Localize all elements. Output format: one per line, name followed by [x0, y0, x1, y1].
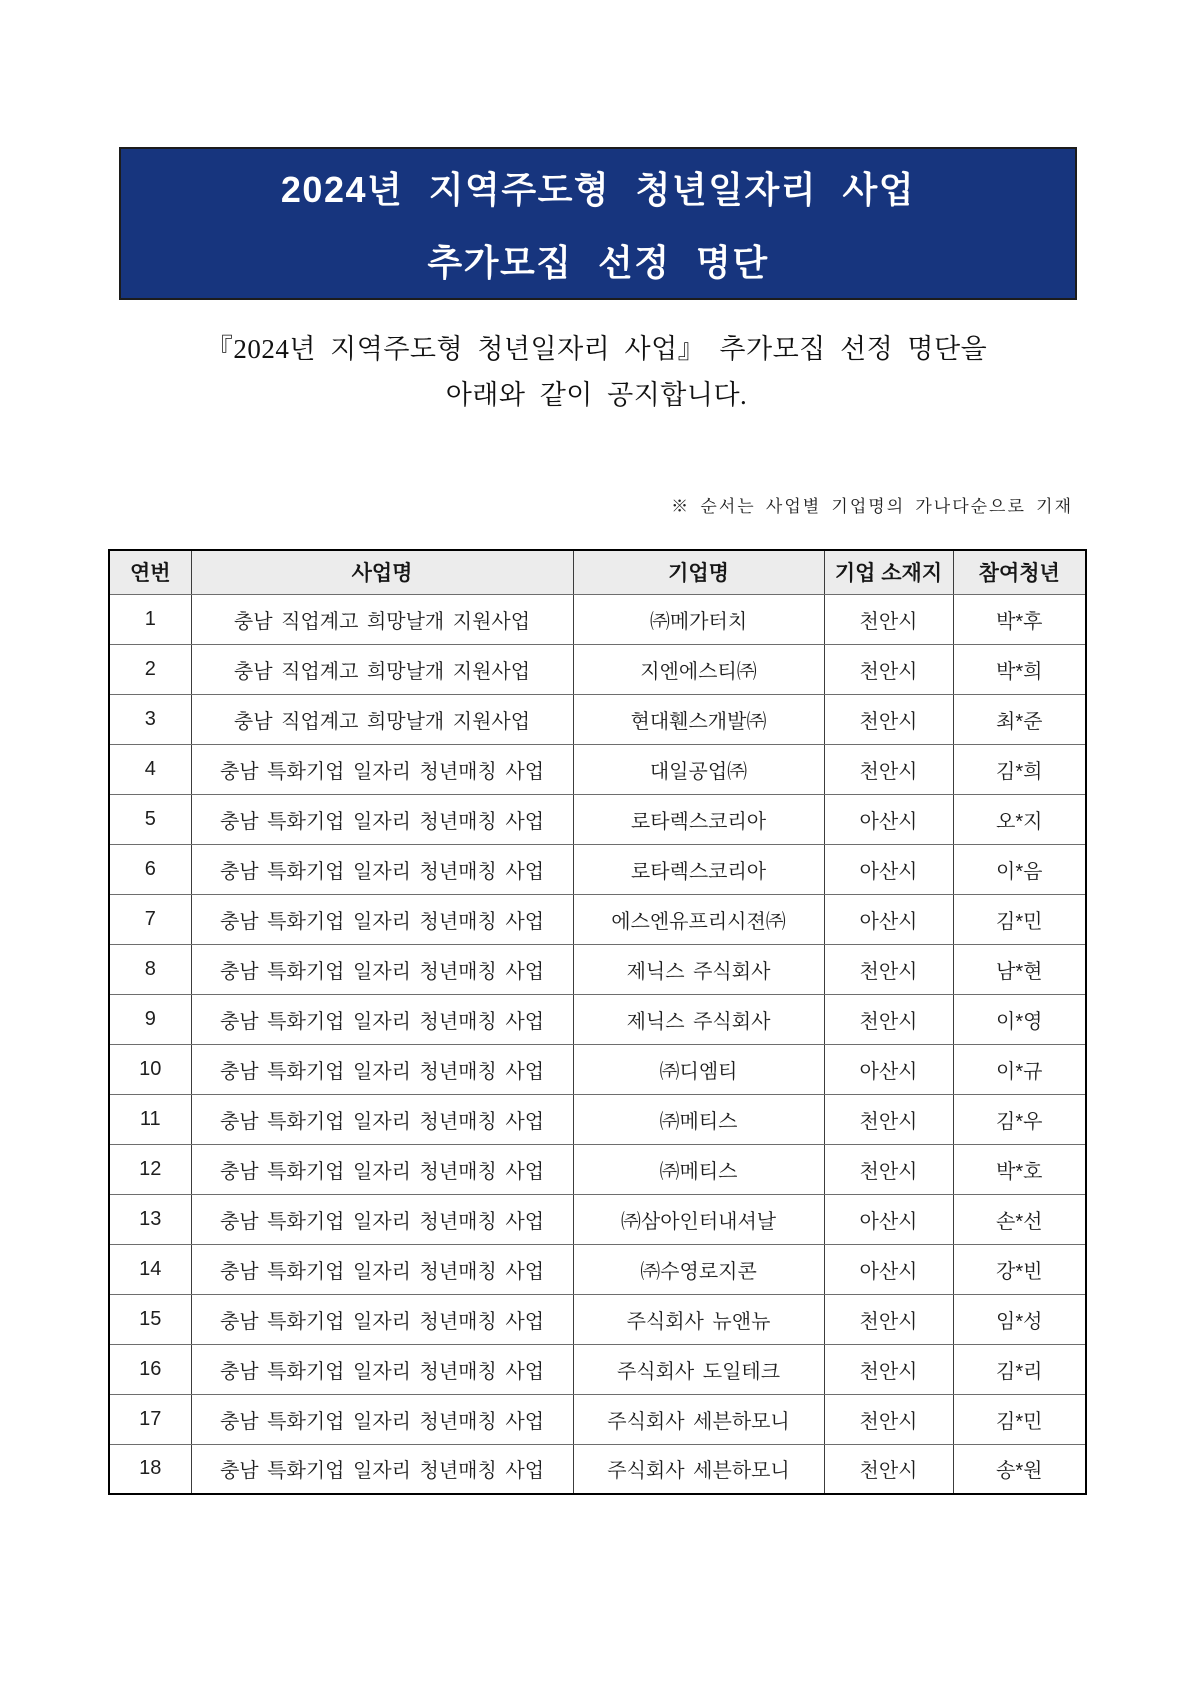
cell-location: 아산시	[824, 1044, 953, 1094]
cell-location: 천안시	[824, 1344, 953, 1394]
cell-number: 3	[109, 694, 191, 744]
cell-number: 16	[109, 1344, 191, 1394]
table-row	[109, 1344, 1086, 1394]
cell-number: 14	[109, 1244, 191, 1294]
cell-project-name: 충남 특화기업 일자리 청년매칭 사업	[191, 744, 573, 794]
cell-number: 18	[109, 1444, 191, 1494]
cell-location: 아산시	[824, 1244, 953, 1294]
cell-number: 5	[109, 794, 191, 844]
cell-company-name: 제닉스 주식회사	[573, 944, 824, 994]
cell-project-name: 충남 특화기업 일자리 청년매칭 사업	[191, 1144, 573, 1194]
cell-location: 천안시	[824, 1294, 953, 1344]
cell-company-name: 주식회사 세븐하모니	[573, 1444, 824, 1494]
column-header-participant: 참여청년	[953, 550, 1086, 594]
cell-number: 12	[109, 1144, 191, 1194]
cell-participant: 이*음	[953, 844, 1086, 894]
cell-participant: 박*희	[953, 644, 1086, 694]
cell-number: 13	[109, 1194, 191, 1244]
cell-participant: 김*리	[953, 1344, 1086, 1394]
cell-company-name: 대일공업㈜	[573, 744, 824, 794]
table-row	[109, 1244, 1086, 1294]
banner-title-line2: 추가모집 선정 명단	[427, 241, 769, 283]
cell-location: 천안시	[824, 1394, 953, 1444]
cell-company-name: 주식회사 세븐하모니	[573, 1394, 824, 1444]
cell-location: 아산시	[824, 1194, 953, 1244]
cell-company-name: 로타렉스코리아	[573, 794, 824, 844]
cell-project-name: 충남 특화기업 일자리 청년매칭 사업	[191, 844, 573, 894]
cell-location: 천안시	[824, 644, 953, 694]
cell-project-name: 충남 특화기업 일자리 청년매칭 사업	[191, 1094, 573, 1144]
cell-company-name: ㈜메가터치	[573, 594, 824, 644]
cell-company-name: ㈜수영로지콘	[573, 1244, 824, 1294]
cell-location: 천안시	[824, 1444, 953, 1494]
table-body	[109, 594, 1086, 1494]
cell-participant: 이*규	[953, 1044, 1086, 1094]
cell-participant: 박*호	[953, 1144, 1086, 1194]
cell-participant: 김*희	[953, 744, 1086, 794]
cell-number: 10	[109, 1044, 191, 1094]
cell-company-name: 주식회사 뉴앤뉴	[573, 1294, 824, 1344]
cell-project-name: 충남 특화기업 일자리 청년매칭 사업	[191, 1394, 573, 1444]
column-header-location: 기업 소재지	[824, 550, 953, 594]
cell-number: 1	[109, 594, 191, 644]
cell-participant: 임*성	[953, 1294, 1086, 1344]
cell-participant: 박*후	[953, 594, 1086, 644]
cell-location: 아산시	[824, 844, 953, 894]
cell-project-name: 충남 특화기업 일자리 청년매칭 사업	[191, 944, 573, 994]
cell-company-name: ㈜디엠티	[573, 1044, 824, 1094]
table-row	[109, 1444, 1086, 1494]
cell-project-name: 충남 특화기업 일자리 청년매칭 사업	[191, 794, 573, 844]
cell-company-name: 주식회사 도일테크	[573, 1344, 824, 1394]
cell-number: 11	[109, 1094, 191, 1144]
cell-number: 2	[109, 644, 191, 694]
table-row	[109, 944, 1086, 994]
cell-number: 4	[109, 744, 191, 794]
table-row	[109, 1294, 1086, 1344]
cell-project-name: 충남 직업계고 희망날개 지원사업	[191, 694, 573, 744]
cell-project-name: 충남 특화기업 일자리 청년매칭 사업	[191, 1294, 573, 1344]
table-row	[109, 994, 1086, 1044]
cell-participant: 강*빈	[953, 1244, 1086, 1294]
cell-participant: 김*민	[953, 1394, 1086, 1444]
table-header-row	[109, 550, 1086, 594]
cell-number: 17	[109, 1394, 191, 1444]
cell-number: 6	[109, 844, 191, 894]
cell-location: 천안시	[824, 744, 953, 794]
cell-project-name: 충남 직업계고 희망날개 지원사업	[191, 644, 573, 694]
table-row	[109, 894, 1086, 944]
table-row	[109, 644, 1086, 694]
cell-number: 8	[109, 944, 191, 994]
table-row	[109, 1144, 1086, 1194]
cell-location: 천안시	[824, 1094, 953, 1144]
sort-order-note: ※ 순서는 사업별 기업명의 가나다순으로 기재	[671, 497, 1073, 516]
cell-company-name: ㈜메티스	[573, 1144, 824, 1194]
cell-company-name: 로타렉스코리아	[573, 844, 824, 894]
table-row	[109, 694, 1086, 744]
cell-participant: 이*영	[953, 994, 1086, 1044]
cell-company-name: 에스엔유프리시젼㈜	[573, 894, 824, 944]
cell-location: 천안시	[824, 594, 953, 644]
intro-line2: 아래와 같이 공지합니다.	[445, 380, 748, 410]
banner-title-line1: 2024년 지역주도형 청년일자리 사업	[280, 168, 916, 210]
table-row	[109, 1194, 1086, 1244]
cell-project-name: 충남 특화기업 일자리 청년매칭 사업	[191, 1044, 573, 1094]
intro-paragraph	[108, 326, 1085, 418]
cell-participant: 김*우	[953, 1094, 1086, 1144]
cell-project-name: 충남 직업계고 희망날개 지원사업	[191, 594, 573, 644]
table-row	[109, 594, 1086, 644]
cell-project-name: 충남 특화기업 일자리 청년매칭 사업	[191, 1194, 573, 1244]
cell-participant: 남*현	[953, 944, 1086, 994]
cell-participant: 손*선	[953, 1194, 1086, 1244]
table-row	[109, 1094, 1086, 1144]
cell-project-name: 충남 특화기업 일자리 청년매칭 사업	[191, 1344, 573, 1394]
cell-location: 아산시	[824, 894, 953, 944]
cell-company-name: ㈜메티스	[573, 1094, 824, 1144]
cell-company-name: ㈜삼아인터내셔날	[573, 1194, 824, 1244]
table-row	[109, 744, 1086, 794]
cell-project-name: 충남 특화기업 일자리 청년매칭 사업	[191, 894, 573, 944]
cell-participant: 송*원	[953, 1444, 1086, 1494]
table-row	[109, 1044, 1086, 1094]
cell-participant: 오*지	[953, 794, 1086, 844]
cell-number: 9	[109, 994, 191, 1044]
table-row	[109, 844, 1086, 894]
selection-roster-table	[108, 549, 1087, 1495]
cell-company-name: 지엔에스티㈜	[573, 644, 824, 694]
cell-location: 천안시	[824, 1144, 953, 1194]
table-row	[109, 794, 1086, 844]
cell-location: 천안시	[824, 994, 953, 1044]
cell-location: 천안시	[824, 944, 953, 994]
cell-location: 아산시	[824, 794, 953, 844]
cell-company-name: 제닉스 주식회사	[573, 994, 824, 1044]
column-header-number: 연번	[109, 550, 191, 594]
table-row	[109, 1394, 1086, 1444]
intro-line1: 『2024년 지역주도형 청년일자리 사업』 추가모집 선정 명단을	[205, 334, 988, 364]
cell-project-name: 충남 특화기업 일자리 청년매칭 사업	[191, 994, 573, 1044]
cell-participant: 김*민	[953, 894, 1086, 944]
cell-number: 7	[109, 894, 191, 944]
title-banner	[119, 147, 1077, 300]
cell-participant: 최*준	[953, 694, 1086, 744]
column-header-company: 기업명	[573, 550, 824, 594]
cell-location: 천안시	[824, 694, 953, 744]
cell-number: 15	[109, 1294, 191, 1344]
column-header-project: 사업명	[191, 550, 573, 594]
cell-project-name: 충남 특화기업 일자리 청년매칭 사업	[191, 1444, 573, 1494]
cell-company-name: 현대휀스개발㈜	[573, 694, 824, 744]
cell-project-name: 충남 특화기업 일자리 청년매칭 사업	[191, 1244, 573, 1294]
